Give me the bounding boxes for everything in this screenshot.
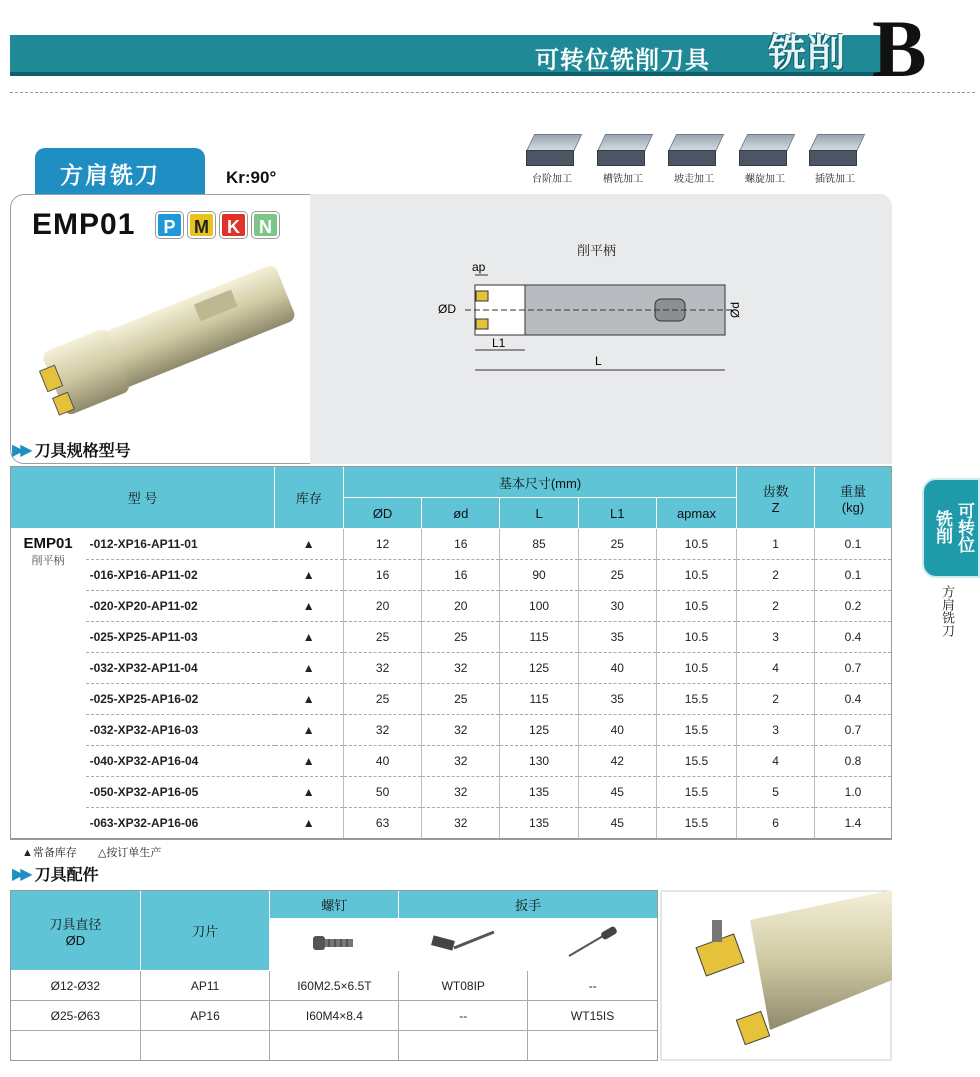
screw-image-cell [270,919,399,971]
acc-screw: I60M2.5×6.5T [270,971,399,1001]
divider [10,92,975,93]
double-arrow-icon: ▶▶ [12,865,29,883]
weight-cell: 0.4 [814,622,891,653]
ap-cell: 10.5 [656,591,736,622]
stock-cell: ▲ [275,622,344,653]
ap-cell: 10.5 [656,622,736,653]
D-cell: 40 [343,746,421,777]
weight-cell: 0.4 [814,684,891,715]
ap-cell: 15.5 [656,715,736,746]
D-cell: 63 [343,808,421,839]
section-tab-label: 方肩铣刀 [60,162,160,188]
teeth-cell: 2 [737,591,815,622]
L-cell: 125 [500,715,579,746]
page-title: 可转位铣削刀具 [535,47,710,74]
D-cell: 32 [343,653,421,684]
material-badge-m: M [188,212,215,238]
header-D: ØD [343,498,421,529]
stock-cell: ▲ [275,560,344,591]
code-cell: -025-XP25-AP16-02 [86,684,275,715]
ramping-icon [668,132,720,166]
weight-cell: 0.1 [814,529,891,560]
L1-cell: 45 [578,777,656,808]
dim-d: Ød [728,301,742,318]
weight-cell: 1.0 [814,777,891,808]
side-subtitle: 方肩铣刀 [940,585,955,637]
table-row [11,746,892,777]
teeth-cell: 3 [737,622,815,653]
dim-L: L [595,354,602,368]
L-cell: 125 [500,653,579,684]
L-cell: 115 [500,622,579,653]
end-mill-illustration [25,260,305,420]
operation-plunge [800,132,870,185]
code-cell: -025-XP25-AP11-03 [86,622,275,653]
d-cell: 32 [422,715,500,746]
L1-cell: 30 [578,591,656,622]
ap-cell: 10.5 [656,560,736,591]
ap-cell: 10.5 [656,653,736,684]
teeth-cell: 1 [737,529,815,560]
L-cell: 90 [500,560,579,591]
d-cell: 32 [422,746,500,777]
weight-cell: 0.7 [814,715,891,746]
D-cell: 25 [343,684,421,715]
header-basic-dims: 基本尺寸(mm) [343,467,736,498]
dim-ap: ap [472,260,486,274]
header-insert: 刀片 [140,891,270,971]
code-cell: -040-XP32-AP16-04 [86,746,275,777]
table-row [11,684,892,715]
header-weight: 重量 (kg) [814,467,891,529]
weight-cell: 0.7 [814,653,891,684]
header-d: ød [422,498,500,529]
L1-cell: 40 [578,715,656,746]
side-tab-label: 铣削 [933,510,952,544]
header-model: 型 号 [11,467,275,529]
D-cell: 16 [343,560,421,591]
ap-cell: 15.5 [656,746,736,777]
table-row [11,715,892,746]
d-cell: 25 [422,622,500,653]
D-cell: 25 [343,622,421,653]
ap-cell: 15.5 [656,684,736,715]
code-cell: -020-XP20-AP11-02 [86,591,275,622]
header-apmax: apmax [656,498,736,529]
L1-cell: 45 [578,808,656,839]
D-cell: 20 [343,591,421,622]
plunge-milling-icon [809,132,861,166]
D-cell: 50 [343,777,421,808]
wrench2-image-cell [528,919,658,971]
insert-closeup-illustration [660,890,892,1061]
acc-screw: I60M4×8.4 [270,1001,399,1031]
stock-cell: ▲ [275,746,344,777]
stock-cell: ▲ [275,529,344,560]
double-arrow-icon: ▶▶ [12,441,29,459]
weight-cell: 0.1 [814,560,891,591]
L1-cell: 25 [578,560,656,591]
L1-cell: 25 [578,529,656,560]
d-cell: 25 [422,684,500,715]
torx-wrench-icon [428,928,498,958]
L1-cell: 40 [578,653,656,684]
material-badge-k: K [220,212,247,238]
acc-insert: AP11 [140,971,270,1001]
stock-cell: ▲ [275,808,344,839]
D-cell: 32 [343,715,421,746]
acc-wrench1: -- [399,1001,528,1031]
teeth-cell: 3 [737,715,815,746]
diagram-title: 削平柄 [577,243,617,258]
accessories-table [10,890,658,1061]
side-tab-label-2: 可转位 [955,502,974,553]
d-cell: 16 [422,529,500,560]
teeth-cell: 2 [737,560,815,591]
weight-cell: 0.2 [814,591,891,622]
L-cell: 135 [500,777,579,808]
teeth-cell: 4 [737,746,815,777]
header-L: L [500,498,579,529]
helical-milling-icon [739,132,791,166]
weight-cell: 1.4 [814,808,891,839]
weight-cell: 0.8 [814,746,891,777]
teeth-cell: 5 [737,777,815,808]
acc-wrench1: WT08IP [399,971,528,1001]
slot-milling-icon [597,132,649,166]
stock-cell: ▲ [275,591,344,622]
table-row [11,777,892,808]
code-cell: -063-XP32-AP16-06 [86,808,275,839]
code-cell: -050-XP32-AP16-05 [86,777,275,808]
dim-D: ØD [438,302,456,316]
d-cell: 32 [422,808,500,839]
L-cell: 100 [500,591,579,622]
shoulder-milling-icon [526,132,578,166]
L1-cell: 42 [578,746,656,777]
header-stock: 库存 [275,467,344,529]
ap-cell: 15.5 [656,777,736,808]
legend-stock: ▲常备库存 [22,847,77,859]
operation-label: 台阶加工 [532,174,572,185]
L-cell: 130 [500,746,579,777]
acc-wrench2: WT15IS [528,1001,658,1031]
stock-legend [22,844,161,860]
spec-heading-text: 刀具规格型号 [34,443,131,460]
model-name: EMP01 [32,208,136,241]
model-group-cell [11,529,86,839]
operation-label: 螺旋加工 [745,174,785,185]
operation-label: 插铣加工 [815,174,855,185]
acc-heading [12,862,99,885]
D-cell: 12 [343,529,421,560]
operation-shoulder [517,132,587,185]
code-cell: -032-XP32-AP11-04 [86,653,275,684]
dimension-diagram [430,235,760,385]
screw-icon [309,928,359,958]
table-row [11,591,892,622]
wrench1-image-cell [399,919,528,971]
teeth-cell: 2 [737,684,815,715]
stock-cell: ▲ [275,715,344,746]
L1-cell: 35 [578,622,656,653]
acc-dia: Ø25-Ø63 [11,1001,141,1031]
d-cell: 16 [422,560,500,591]
code-cell: -012-XP16-AP11-01 [86,529,275,560]
teeth-cell: 6 [737,808,815,839]
L1-cell: 35 [578,684,656,715]
d-cell: 20 [422,591,500,622]
material-badge-p: P [156,212,183,238]
header-teeth: 齿数 Z [737,467,815,529]
chapter-letter: B [872,3,927,94]
stock-cell: ▲ [275,684,344,715]
header-diameter: 刀具直径 ØD [11,891,141,971]
dim-L1: L1 [492,336,506,350]
acc-insert: AP16 [140,1001,270,1031]
spec-heading [12,438,131,461]
table-row [11,529,892,560]
operation-label: 坡走加工 [674,174,714,185]
header-screw: 螺钉 [270,891,399,919]
teeth-cell: 4 [737,653,815,684]
ap-cell: 10.5 [656,529,736,560]
header-banner [10,35,890,75]
spec-table [10,466,892,839]
acc-dia: Ø12-Ø32 [11,971,141,1001]
operation-label: 槽铣加工 [603,174,643,185]
table-row [11,808,892,839]
kr-angle: Kr:90° [226,168,277,187]
table-row [11,653,892,684]
code-cell: -016-XP16-AP11-02 [86,560,275,591]
group-sub: 削平柄 [31,555,65,567]
table-row [11,560,892,591]
L-cell: 135 [500,808,579,839]
category-tag: 铣削 [768,33,847,75]
legend-order: △按订单生产 [97,847,162,859]
screwdriver-icon [563,926,623,960]
operation-helical [730,132,800,185]
d-cell: 32 [422,653,500,684]
d-cell: 32 [422,777,500,808]
header-L1: L1 [578,498,656,529]
stock-cell: ▲ [275,777,344,808]
acc-wrench2: -- [528,971,658,1001]
L-cell: 115 [500,684,579,715]
ap-cell: 15.5 [656,808,736,839]
side-chapter-tab [922,478,980,578]
operation-slot [588,132,658,185]
table-row [11,622,892,653]
header-wrench: 扳手 [399,891,658,919]
code-cell: -032-XP32-AP16-03 [86,715,275,746]
operation-ramping [659,132,729,185]
header-banner-underline [10,72,890,76]
stock-cell: ▲ [275,653,344,684]
acc-heading-text: 刀具配件 [34,867,99,884]
material-badge-n: N [252,212,279,238]
group-name: EMP01 [23,535,73,552]
L-cell: 85 [500,529,579,560]
